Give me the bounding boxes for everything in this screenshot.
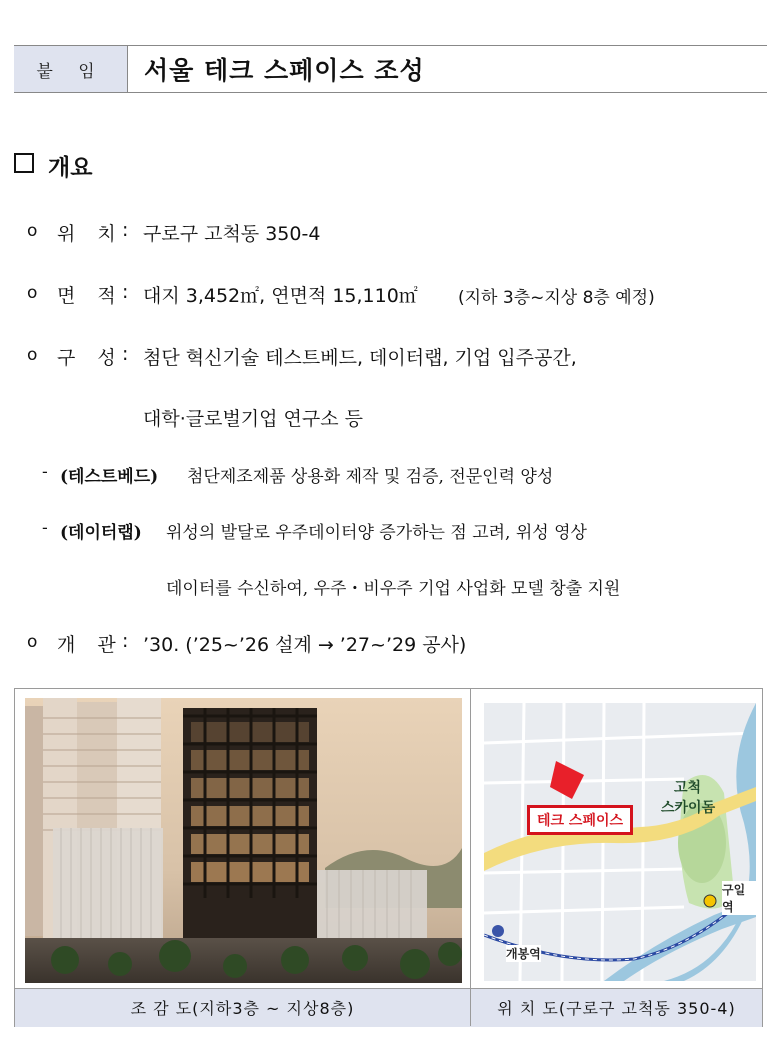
attachment-label: 붙 임 [14,46,128,92]
item-sep-opening: : [122,630,129,652]
building-rendering-image [25,698,462,983]
item-sep-area: : [122,281,129,303]
subitem-dash-testbed: - [42,462,48,482]
item-bullet-location: o [27,221,38,241]
attachment-header [14,45,767,93]
location-map-image [484,703,756,981]
item-label-composition: 구 성 [57,347,124,369]
site-label: 테크 스페이스 [527,805,633,835]
subitem-text-testbed: 첨단제조제품 상용화 제작 및 검증, 전문인력 양성 [187,467,554,487]
figure-divider [470,688,471,1027]
item-label-location: 위 치 [57,223,124,245]
item-text-composition-line2: 대학·글로벌기업 연구소 등 [143,408,364,430]
station-label-guil: 구일역 [722,881,756,915]
section-title: 개요 [48,155,93,181]
subitem-text-datalab-line2: 데이터를 수신하여, 우주・비우주 기업 사업화 모델 창출 지원 [166,579,621,599]
item-sep-location: : [122,219,129,241]
subitem-head-datalab: (데이터랩) [60,523,142,543]
item-sep-composition: : [122,343,129,365]
item-bullet-area: o [27,283,38,303]
subitem-text-datalab: 위성의 발달로 우주데이터양 증가하는 점 고려, 위성 영상 [166,523,587,543]
caption-location-map: 위 치 도(구로구 고척동 350-4) [497,998,736,1018]
item-bullet-opening: o [27,632,38,652]
item-text-composition: 첨단 혁신기술 테스트베드, 데이터랩, 기업 입주공간, [143,347,577,369]
item-note-area: (지하 3층~지상 8층 예정) [458,288,655,308]
dome-label-line1: 고척 [674,780,702,796]
item-text-area: 대지 3,452㎡, 연면적 15,110㎡ [143,285,418,307]
item-bullet-composition: o [27,345,38,365]
caption-rendering: 조 감 도(지하3층 ~ 지상8층) [130,998,355,1018]
subitem-head-testbed: (테스트베드) [60,467,159,487]
item-label-area: 면 적 [57,285,124,307]
document-title: 서울 테크 스페이스 조성 [144,56,425,85]
item-text-location: 구로구 고척동 350-4 [143,223,321,245]
item-text-opening: ’30. (’25~’26 설계 → ’27~’29 공사) [143,634,467,656]
section-checkbox-marker [14,153,34,173]
dome-label-line2: 스카이돔 [661,800,716,816]
station-label-gaebong: 개봉역 [506,947,541,961]
subitem-dash-datalab: - [42,518,48,538]
item-label-opening: 개 관 [57,634,124,656]
